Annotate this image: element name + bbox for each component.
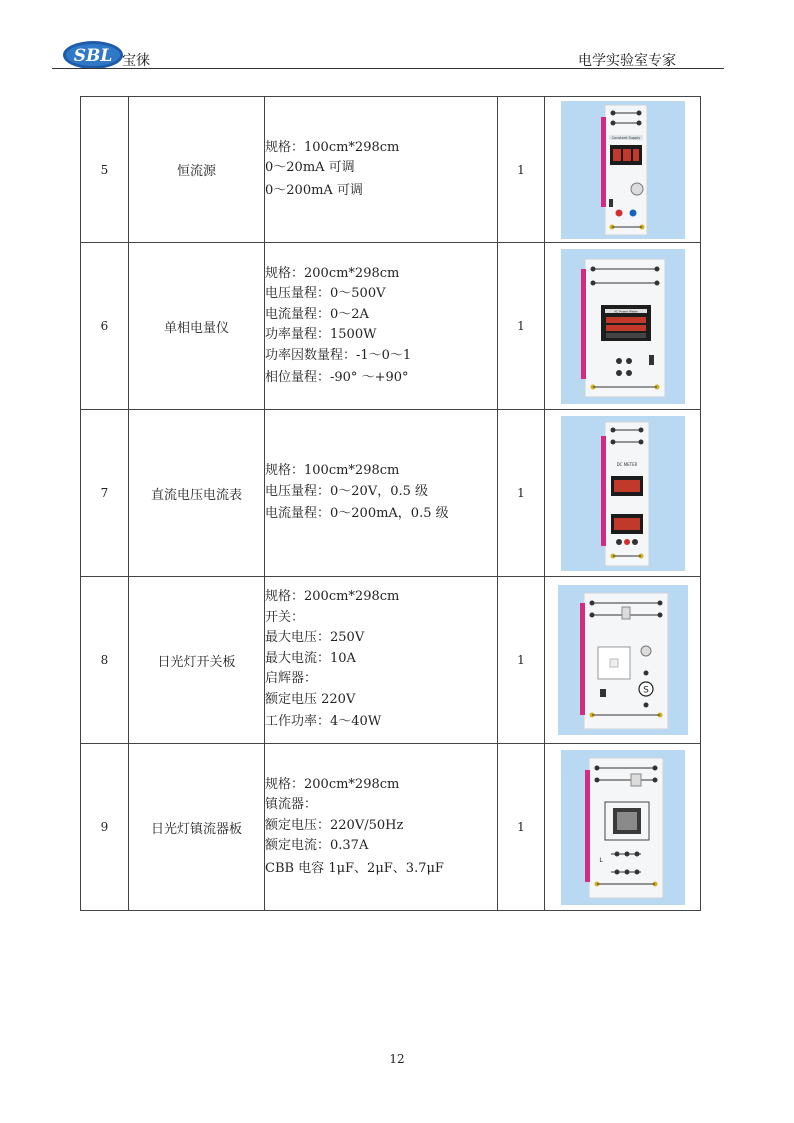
- spec-line: 规格：200cm*298cm: [265, 265, 400, 281]
- page-number: 12: [389, 1052, 405, 1066]
- company-name: 宝徕: [122, 53, 150, 69]
- starter-symbol: S: [642, 685, 649, 696]
- spec-line: 功率量程：1500W: [265, 327, 377, 342]
- item-quantity: 1: [498, 243, 545, 410]
- table-row: [81, 744, 701, 911]
- sbl-logo: [62, 40, 124, 68]
- table-row: [81, 243, 701, 410]
- spec-line: 镇流器：: [265, 797, 318, 813]
- spec-line: 开关：: [265, 609, 305, 625]
- spec-line: 电压量程：0～20V，0.5 级: [265, 483, 429, 499]
- page-header: [52, 40, 724, 70]
- fluorescent-switch-board-image: [558, 585, 688, 735]
- item-name: 直流电压电流表: [129, 410, 265, 577]
- spec-line: 规格：100cm*298cm: [265, 139, 400, 155]
- item-quantity: 1: [498, 410, 545, 577]
- spec-line: 相位量程：-90° ～+90°: [265, 370, 409, 385]
- item-specs: [265, 744, 498, 911]
- spec-line: 功率因数量程：-1～0～1: [265, 347, 412, 363]
- constant-current-source-image: [561, 101, 685, 239]
- spec-line: 规格：100cm*298cm: [265, 463, 400, 479]
- item-quantity: 1: [498, 97, 545, 243]
- fluorescent-ballast-board-image: [561, 750, 685, 905]
- row-number: 7: [81, 410, 129, 577]
- inductor-label: L: [598, 856, 603, 864]
- item-quantity: 1: [498, 577, 545, 744]
- spec-line: 最大电压：250V: [265, 630, 365, 646]
- spec-line: 电流量程：0～200mA，0.5 级: [265, 506, 449, 522]
- spec-line: 工作功率：4～40W: [265, 714, 382, 730]
- row-number: 9: [81, 744, 129, 911]
- panel-label: DC METER: [616, 461, 637, 467]
- panel-label: AC Power Meter: [613, 309, 638, 313]
- item-specs: [265, 97, 498, 243]
- panel-label: Constant Supply: [611, 135, 640, 140]
- spec-line: 0～200mA 可调: [265, 182, 363, 198]
- table-row: [81, 577, 701, 744]
- item-quantity: 1: [498, 744, 545, 911]
- equipment-table: [80, 96, 701, 911]
- dc-voltmeter-ammeter-image: [561, 416, 685, 571]
- spec-line: 额定电流：0.37A: [265, 838, 369, 854]
- item-name: 日光灯开关板: [129, 577, 265, 744]
- row-number: 8: [81, 577, 129, 744]
- row-number: 6: [81, 243, 129, 410]
- header-slogan: 电学实验室专家: [578, 53, 676, 69]
- row-number: 5: [81, 97, 129, 243]
- spec-line: 0～20mA 可调: [265, 160, 355, 176]
- table-row: [81, 410, 701, 577]
- spec-line: CBB 电容 1μF、2μF、3.7μF: [265, 860, 444, 876]
- spec-line: 最大电流：10A: [265, 650, 356, 666]
- item-specs: [265, 410, 498, 577]
- spec-line: 电压量程：0～500V: [265, 286, 386, 301]
- logo-text: SBL: [73, 46, 113, 66]
- spec-line: 规格：200cm*298cm: [265, 589, 400, 605]
- item-name: 日光灯镇流器板: [129, 744, 265, 911]
- item-specs: [265, 577, 498, 744]
- header-divider: [52, 68, 724, 69]
- table-row: [81, 97, 701, 243]
- spec-line: 规格：200cm*298cm: [265, 776, 400, 792]
- spec-line: 额定电压 220V: [265, 691, 356, 707]
- item-name: 恒流源: [129, 97, 265, 243]
- single-phase-power-meter-image: [561, 249, 685, 404]
- item-specs: [265, 243, 498, 410]
- spec-line: 额定电压：220V/50Hz: [265, 817, 404, 833]
- item-name: 单相电量仪: [129, 243, 265, 410]
- spec-line: 启辉器：: [265, 671, 318, 687]
- spec-line: 电流量程：0～2A: [265, 306, 369, 322]
